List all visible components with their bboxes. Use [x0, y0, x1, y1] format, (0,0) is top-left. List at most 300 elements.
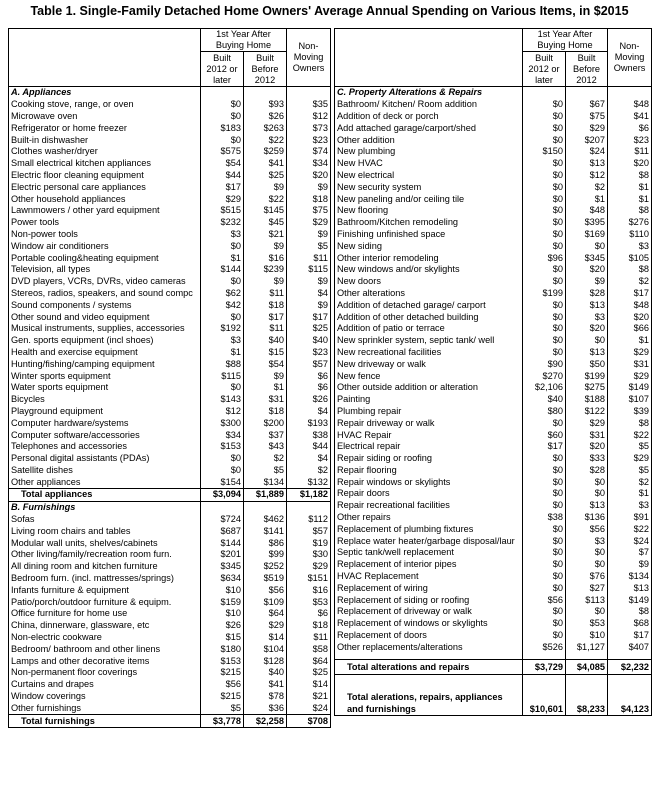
row-value: $20 [312, 169, 329, 180]
row-value: $3,729 [523, 660, 566, 675]
row-value: $13 [566, 299, 608, 311]
row-value: $169 [566, 229, 608, 241]
table-row [9, 205, 331, 217]
row-value: $144 [201, 264, 244, 276]
row-value: $75 [312, 205, 329, 216]
row-value: $252 [244, 561, 287, 573]
row-label: Other sound and video equipment [9, 311, 201, 323]
row-value: $275 [566, 382, 608, 394]
row-value: $0 [523, 618, 566, 630]
row-value: $33 [566, 453, 608, 465]
row-value: $2,258 [244, 715, 287, 728]
row-value: $1 [638, 193, 650, 204]
row-value: $48 [633, 299, 650, 310]
row-label: Bedroom/ bathroom and other linens [9, 643, 201, 655]
table-row [9, 264, 331, 276]
row-label: Non-permanent floor coverings [9, 667, 201, 679]
table-row [9, 134, 331, 146]
row-value: $68 [633, 618, 650, 629]
row-label: Telephones and accessories [9, 441, 201, 453]
row-value: $1,127 [566, 641, 608, 653]
header-blank [9, 29, 201, 87]
row-label: Addition of deck or porch [335, 111, 523, 123]
table-row [335, 240, 652, 252]
table-row [335, 606, 652, 618]
row-value: $0 [566, 547, 608, 559]
row-label: Infants furniture & equipment [9, 584, 201, 596]
table-row [335, 217, 652, 229]
row-value: $29 [312, 561, 329, 572]
row-value: $4 [317, 453, 329, 464]
row-value: $10 [566, 630, 608, 642]
row-value: $4 [317, 287, 329, 298]
row-value: $109 [244, 596, 287, 608]
row-value: $23 [312, 134, 329, 145]
table-row [9, 655, 331, 667]
row-label: Other appliances [9, 476, 201, 488]
table-row [9, 632, 331, 644]
row-label: New windows and/or skylights [335, 264, 523, 276]
table-row [335, 523, 652, 535]
table-row [9, 347, 331, 359]
left-table [8, 28, 331, 728]
row-value: $80 [523, 406, 566, 418]
row-value: $23 [633, 134, 650, 145]
table-row [9, 573, 331, 585]
row-label: Electric floor cleaning equipment [9, 170, 201, 182]
table-row [335, 512, 652, 524]
row-value: $5 [201, 702, 244, 714]
row-value: $0 [201, 311, 244, 323]
table-row [9, 429, 331, 441]
row-value: $45 [244, 217, 287, 229]
row-label: Bedroom furn. (incl. mattresses/springs) [9, 573, 201, 585]
row-value: $0 [523, 240, 566, 252]
table-row [9, 620, 331, 632]
section-row [9, 501, 331, 513]
table-row [9, 158, 331, 170]
row-value: $12 [201, 406, 244, 418]
row-label: Non-power tools [9, 229, 201, 241]
row-value: $62 [201, 288, 244, 300]
row-label: Repair windows or skylights [335, 476, 523, 488]
row-value: $0 [566, 488, 608, 500]
table-row [9, 217, 331, 229]
row-label: Replacement of siding or roofing [335, 594, 523, 606]
row-value: $199 [566, 370, 608, 382]
row-value: $207 [566, 134, 608, 146]
table-row [9, 453, 331, 465]
row-label: New plumbing [335, 146, 523, 158]
row-value: $20 [633, 158, 650, 169]
row-value: $180 [201, 643, 244, 655]
row-value: $17 [633, 630, 650, 641]
row-value: $21 [312, 691, 329, 702]
row-value: $113 [566, 594, 608, 606]
table-row [9, 417, 331, 429]
table-row [9, 288, 331, 300]
row-value: $64 [312, 655, 329, 666]
row-value: $0 [566, 476, 608, 488]
row-value: $0 [523, 465, 566, 477]
row-label: Computer hardware/systems [9, 417, 201, 429]
header-col3: Non-Moving Owners [608, 29, 652, 87]
row-value: $11 [634, 146, 650, 157]
row-label: HVAC Replacement [335, 571, 523, 583]
table-row [9, 537, 331, 549]
row-value: $0 [523, 606, 566, 618]
row-label: Health and exercise equipment [9, 347, 201, 359]
row-value: $0 [523, 193, 566, 205]
row-value: $8 [638, 417, 650, 428]
blank-cell [244, 501, 287, 513]
table-row [9, 323, 331, 335]
table-row [335, 370, 652, 382]
row-value: $0 [523, 335, 566, 347]
row-label: Bicycles [9, 394, 201, 406]
row-value: $8 [638, 205, 650, 216]
row-label: Clothes washer/dryer [9, 146, 201, 158]
row-value: $0 [523, 559, 566, 571]
table-row [9, 394, 331, 406]
row-value: $143 [201, 394, 244, 406]
row-value: $192 [201, 323, 244, 335]
row-value: $0 [523, 630, 566, 642]
row-value: $3 [638, 240, 650, 251]
table-row [335, 99, 652, 111]
row-value: $13 [566, 500, 608, 512]
row-value: $4 [317, 405, 329, 416]
row-value: $40 [523, 394, 566, 406]
row-label: Repair recreational facilities [335, 500, 523, 512]
row-value: $263 [244, 122, 287, 134]
row-value: $16 [244, 252, 287, 264]
table-row [335, 276, 652, 288]
row-value: $0 [523, 535, 566, 547]
row-label: New recreational facilities [335, 347, 523, 359]
table-row [335, 417, 652, 429]
row-value: $687 [201, 525, 244, 537]
row-value: $38 [523, 512, 566, 524]
row-value: $0 [201, 276, 244, 288]
row-value: $56 [201, 679, 244, 691]
table-row [9, 170, 331, 182]
row-value: $0 [523, 582, 566, 594]
table-row [335, 429, 652, 441]
row-value: $0 [523, 134, 566, 146]
row-value: $345 [566, 252, 608, 264]
row-value: $29 [633, 370, 650, 381]
row-value: $153 [201, 655, 244, 667]
row-value: $64 [244, 608, 287, 620]
row-value: $2 [638, 276, 650, 287]
row-value: $14 [312, 679, 329, 690]
row-value: $24 [312, 702, 329, 713]
row-value: $24 [633, 535, 650, 546]
row-value: $5 [244, 465, 287, 477]
row-value: $9 [317, 299, 329, 310]
row-value: $18 [312, 193, 329, 204]
row-value: $0 [523, 523, 566, 535]
row-value: $1 [201, 252, 244, 264]
row-value: $93 [244, 99, 287, 111]
header-blank [335, 29, 523, 87]
blank-cell [201, 87, 244, 99]
row-value: $141 [244, 525, 287, 537]
row-label: Bathroom/ Kitchen/ Room addition [335, 99, 523, 111]
row-value: $519 [244, 573, 287, 585]
row-value: $183 [201, 122, 244, 134]
table-row [335, 500, 652, 512]
row-value: $150 [523, 146, 566, 158]
table-row [9, 358, 331, 370]
row-value: $9 [566, 276, 608, 288]
row-value: $39 [633, 405, 650, 416]
row-value: $41 [633, 110, 650, 121]
row-value: $23 [312, 346, 329, 357]
row-label: Portable cooling&heating equipment [9, 252, 201, 264]
row-value: $0 [523, 170, 566, 182]
row-value: $5 [638, 441, 650, 452]
row-value: $575 [201, 146, 244, 158]
row-label: Lawnmowers / other yard equipment [9, 205, 201, 217]
table-row [335, 488, 652, 500]
row-label: DVD players, VCRs, DVRs, video cameras [9, 276, 201, 288]
table-row [9, 584, 331, 596]
table-row [9, 549, 331, 561]
row-value: $145 [244, 205, 287, 217]
row-value: $4,085 [566, 660, 608, 675]
row-value: $10 [201, 608, 244, 620]
table-row [335, 299, 652, 311]
row-value: $9 [244, 276, 287, 288]
row-label: Power tools [9, 217, 201, 229]
row-value: $18 [244, 299, 287, 311]
row-value: $20 [566, 264, 608, 276]
table-row [9, 370, 331, 382]
page-title: Table 1. Single-Family Detached Home Owners' Average Annual Spending on Various Items, in $2015 [30, 4, 629, 18]
row-value: $76 [566, 571, 608, 583]
row-value: $0 [566, 559, 608, 571]
total-row [9, 489, 331, 502]
section-heading: C. Property Alterations & Repairs [335, 87, 523, 99]
row-value: $115 [308, 264, 329, 275]
row-value: $74 [312, 146, 329, 157]
table-row [9, 382, 331, 394]
row-value: $11 [313, 252, 329, 263]
row-value: $57 [312, 525, 329, 536]
row-value: $57 [312, 358, 329, 369]
row-value: $20 [566, 323, 608, 335]
row-value: $56 [244, 584, 287, 596]
row-value: $40 [244, 667, 287, 679]
row-value: $43 [244, 441, 287, 453]
row-value: $0 [523, 571, 566, 583]
row-value: $0 [566, 335, 608, 347]
table-row [335, 559, 652, 571]
row-value: $0 [201, 134, 244, 146]
row-label: New flooring [335, 205, 523, 217]
row-value: $201 [201, 549, 244, 561]
row-value: $1 [566, 193, 608, 205]
row-value: $78 [244, 691, 287, 703]
blank-cell [566, 675, 608, 690]
table-row [9, 702, 331, 714]
row-label: Water sports equipment [9, 382, 201, 394]
row-value: $10,601 [523, 689, 566, 716]
row-label: Electric personal care appliances [9, 181, 201, 193]
table-row [335, 476, 652, 488]
row-label: Plumbing repair [335, 406, 523, 418]
table-row [335, 441, 652, 453]
row-label: Replacement of doors [335, 630, 523, 642]
row-value: $56 [523, 594, 566, 606]
row-label: Other interior remodeling [335, 252, 523, 264]
row-value: $54 [244, 358, 287, 370]
row-value: $3 [201, 335, 244, 347]
grand-total-row [335, 689, 652, 716]
row-value: $29 [566, 122, 608, 134]
row-label: Other furnishings [9, 702, 201, 714]
row-label: Living room chairs and tables [9, 525, 201, 537]
table-row [335, 465, 652, 477]
row-value: $1 [638, 181, 650, 192]
table-row [335, 394, 652, 406]
row-value: $29 [312, 217, 329, 228]
row-value: $22 [633, 429, 650, 440]
row-value: $8 [638, 606, 650, 617]
row-value: $88 [201, 358, 244, 370]
blank-cell [287, 87, 331, 99]
row-value: $15 [244, 347, 287, 359]
row-value: $7 [638, 547, 650, 558]
row-value: $11 [313, 632, 329, 643]
table-row [335, 547, 652, 559]
row-value: $29 [633, 453, 650, 464]
row-value: $40 [312, 335, 329, 346]
row-label: Bathroom/Kitchen remodeling [335, 217, 523, 229]
row-label: Personal digital assistants (PDAs) [9, 453, 201, 465]
row-value: $0 [523, 500, 566, 512]
row-value: $1 [638, 488, 650, 499]
row-value: $30 [312, 549, 329, 560]
row-value: $9 [244, 181, 287, 193]
table-row [335, 252, 652, 264]
row-label: Replacement of driveway or walk [335, 606, 523, 618]
row-value: $149 [628, 594, 650, 605]
row-value: $153 [201, 441, 244, 453]
row-value: $53 [566, 618, 608, 630]
row-label: Musical instruments, supplies, accessories [9, 323, 201, 335]
row-value: $407 [628, 641, 650, 652]
row-value: $0 [523, 158, 566, 170]
row-value: $34 [201, 429, 244, 441]
table-row [335, 382, 652, 394]
table-row [335, 134, 652, 146]
table-row [9, 476, 331, 488]
row-label: Septic tank/well replacement [335, 547, 523, 559]
row-label: Repair flooring [335, 465, 523, 477]
row-value: $0 [523, 417, 566, 429]
row-value: $199 [523, 288, 566, 300]
row-value: $132 [307, 476, 329, 487]
row-value: $17 [244, 311, 287, 323]
row-value: $634 [201, 573, 244, 585]
blank-cell [287, 501, 331, 513]
row-value: $42 [201, 299, 244, 311]
row-value: $50 [566, 358, 608, 370]
row-value: $9 [317, 181, 329, 192]
table-row [9, 276, 331, 288]
row-value: $0 [523, 181, 566, 193]
total-row [9, 715, 331, 728]
table-row [335, 323, 652, 335]
row-value: $12 [566, 170, 608, 182]
table-row [335, 264, 652, 276]
table-row [335, 170, 652, 182]
row-label: Addition of patio or terrace [335, 323, 523, 335]
row-label: Total alerations, repairs, appliances and furnishings [335, 689, 523, 716]
row-value: $5 [317, 240, 329, 251]
row-value: $91 [633, 512, 650, 523]
row-label: Modular wall units, shelves/cabinets [9, 537, 201, 549]
row-value: $29 [244, 620, 287, 632]
row-value: $2 [566, 181, 608, 193]
row-value: $0 [523, 311, 566, 323]
row-value: $462 [244, 514, 287, 526]
row-value: $17 [312, 311, 329, 322]
row-value: $0 [523, 547, 566, 559]
row-value: $18 [312, 620, 329, 631]
row-value: $25 [312, 667, 329, 678]
row-value: $136 [566, 512, 608, 524]
blank-cell [201, 501, 244, 513]
row-label: Total appliances [9, 489, 201, 502]
row-value: $24 [566, 146, 608, 158]
row-value: $708 [287, 715, 331, 728]
row-label: Other living/family/recreation room furn. [9, 549, 201, 561]
table-row [9, 667, 331, 679]
header-col2: Built Before 2012 [244, 52, 287, 87]
row-value: $8 [638, 264, 650, 275]
blank-cell [566, 87, 608, 99]
header-col2: Built Before 2012 [566, 52, 608, 87]
row-value: $34 [312, 158, 329, 169]
row-label: New security system [335, 181, 523, 193]
row-value: $200 [244, 417, 287, 429]
row-label: Other outside addition or alteration [335, 382, 523, 394]
row-value: $54 [201, 158, 244, 170]
row-value: $144 [201, 537, 244, 549]
header-row [9, 29, 331, 52]
table-row [335, 347, 652, 359]
row-value: $1 [201, 347, 244, 359]
row-value: $515 [201, 205, 244, 217]
table-row [9, 643, 331, 655]
row-value: $38 [312, 429, 329, 440]
row-value: $1,182 [287, 489, 331, 502]
row-value: $151 [307, 573, 329, 584]
row-value: $128 [244, 655, 287, 667]
row-value: $3,778 [201, 715, 244, 728]
row-label: Winter sports equipment [9, 370, 201, 382]
row-label: Patio/porch/outdoor furniture & equipm. [9, 596, 201, 608]
table-row [335, 311, 652, 323]
row-value: $9 [317, 228, 329, 239]
table-row [335, 582, 652, 594]
table-row [335, 193, 652, 205]
table-row [9, 122, 331, 134]
